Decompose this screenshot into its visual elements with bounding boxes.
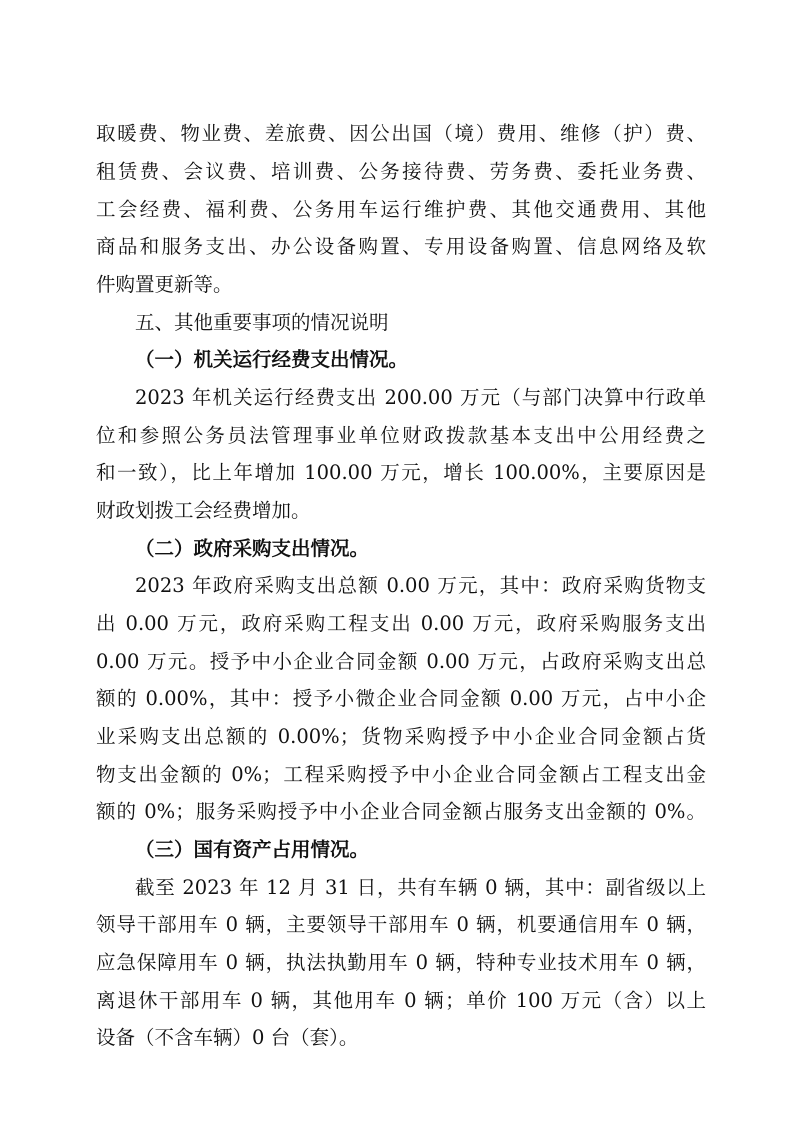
section-heading: 五、其他重要事项的情况说明 [135, 311, 389, 334]
text-line: 0.00 万元。授予中小企业合同金额 0.00 万元，占政府采购支出总 [96, 650, 706, 673]
text-line: 出 0.00 万元，政府采购工程支出 0.00 万元，政府采购服务支出 [96, 612, 706, 635]
text-line: 租赁费、会议费、培训费、公务接待费、劳务费、委托业务费、 [96, 160, 706, 183]
text-line: 财政划拨工会经费增加。 [96, 499, 311, 522]
text-line: 应急保障用车 0 辆，执法执勤用车 0 辆，特种专业技术用车 0 辆， [96, 951, 706, 974]
text-line: 物支出金额的 0%；工程采购授予中小企业合同金额占工程支出金 [96, 763, 706, 786]
text-line: 离退休干部用车 0 辆，其他用车 0 辆；单价 100 万元（含）以上 [96, 989, 706, 1012]
text-line: 件购置更新等。 [96, 273, 233, 296]
text-line: 取暖费、物业费、差旅费、因公出国（境）费用、维修（护）费、 [96, 122, 706, 145]
text-line: 2023 年机关运行经费支出 200.00 万元（与部门决算中行政单 [135, 386, 706, 409]
text-line: 和一致），比上年增加 100.00 万元，增长 100.00%，主要原因是 [96, 461, 706, 484]
subsection-heading: （二）政府采购支出情况。 [135, 537, 370, 560]
text-line: 业采购支出总额的 0.00%；货物采购授予中小企业合同金额占货 [96, 725, 706, 748]
text-line: 工会经费、福利费、公务用车运行维护费、其他交通费用、其他 [96, 198, 706, 221]
text-line: 商品和服务支出、办公设备购置、专用设备购置、信息网络及软 [96, 235, 706, 258]
text-line: 设备（不含车辆）0 台（套）。 [96, 1026, 359, 1049]
text-line: 额的 0%；服务采购授予中小企业合同金额占服务支出金额的 0%。 [96, 800, 706, 823]
text-line: 领导干部用车 0 辆，主要领导干部用车 0 辆，机要通信用车 0 辆， [96, 913, 706, 936]
text-line: 额的 0.00%，其中：授予小微企业合同金额 0.00 万元，占中小企 [96, 687, 706, 710]
text-line: 截至 2023 年 12 月 31 日，共有车辆 0 辆，其中：副省级以上 [135, 876, 706, 899]
text-line: 2023 年政府采购支出总额 0.00 万元，其中：政府采购货物支 [135, 574, 706, 597]
subsection-heading: （一）机关运行经费支出情况。 [135, 348, 409, 371]
subsection-heading: （三）国有资产占用情况。 [135, 838, 370, 861]
text-line: 位和参照公务员法管理事业单位财政拨款基本支出中公用经费之 [96, 424, 706, 447]
